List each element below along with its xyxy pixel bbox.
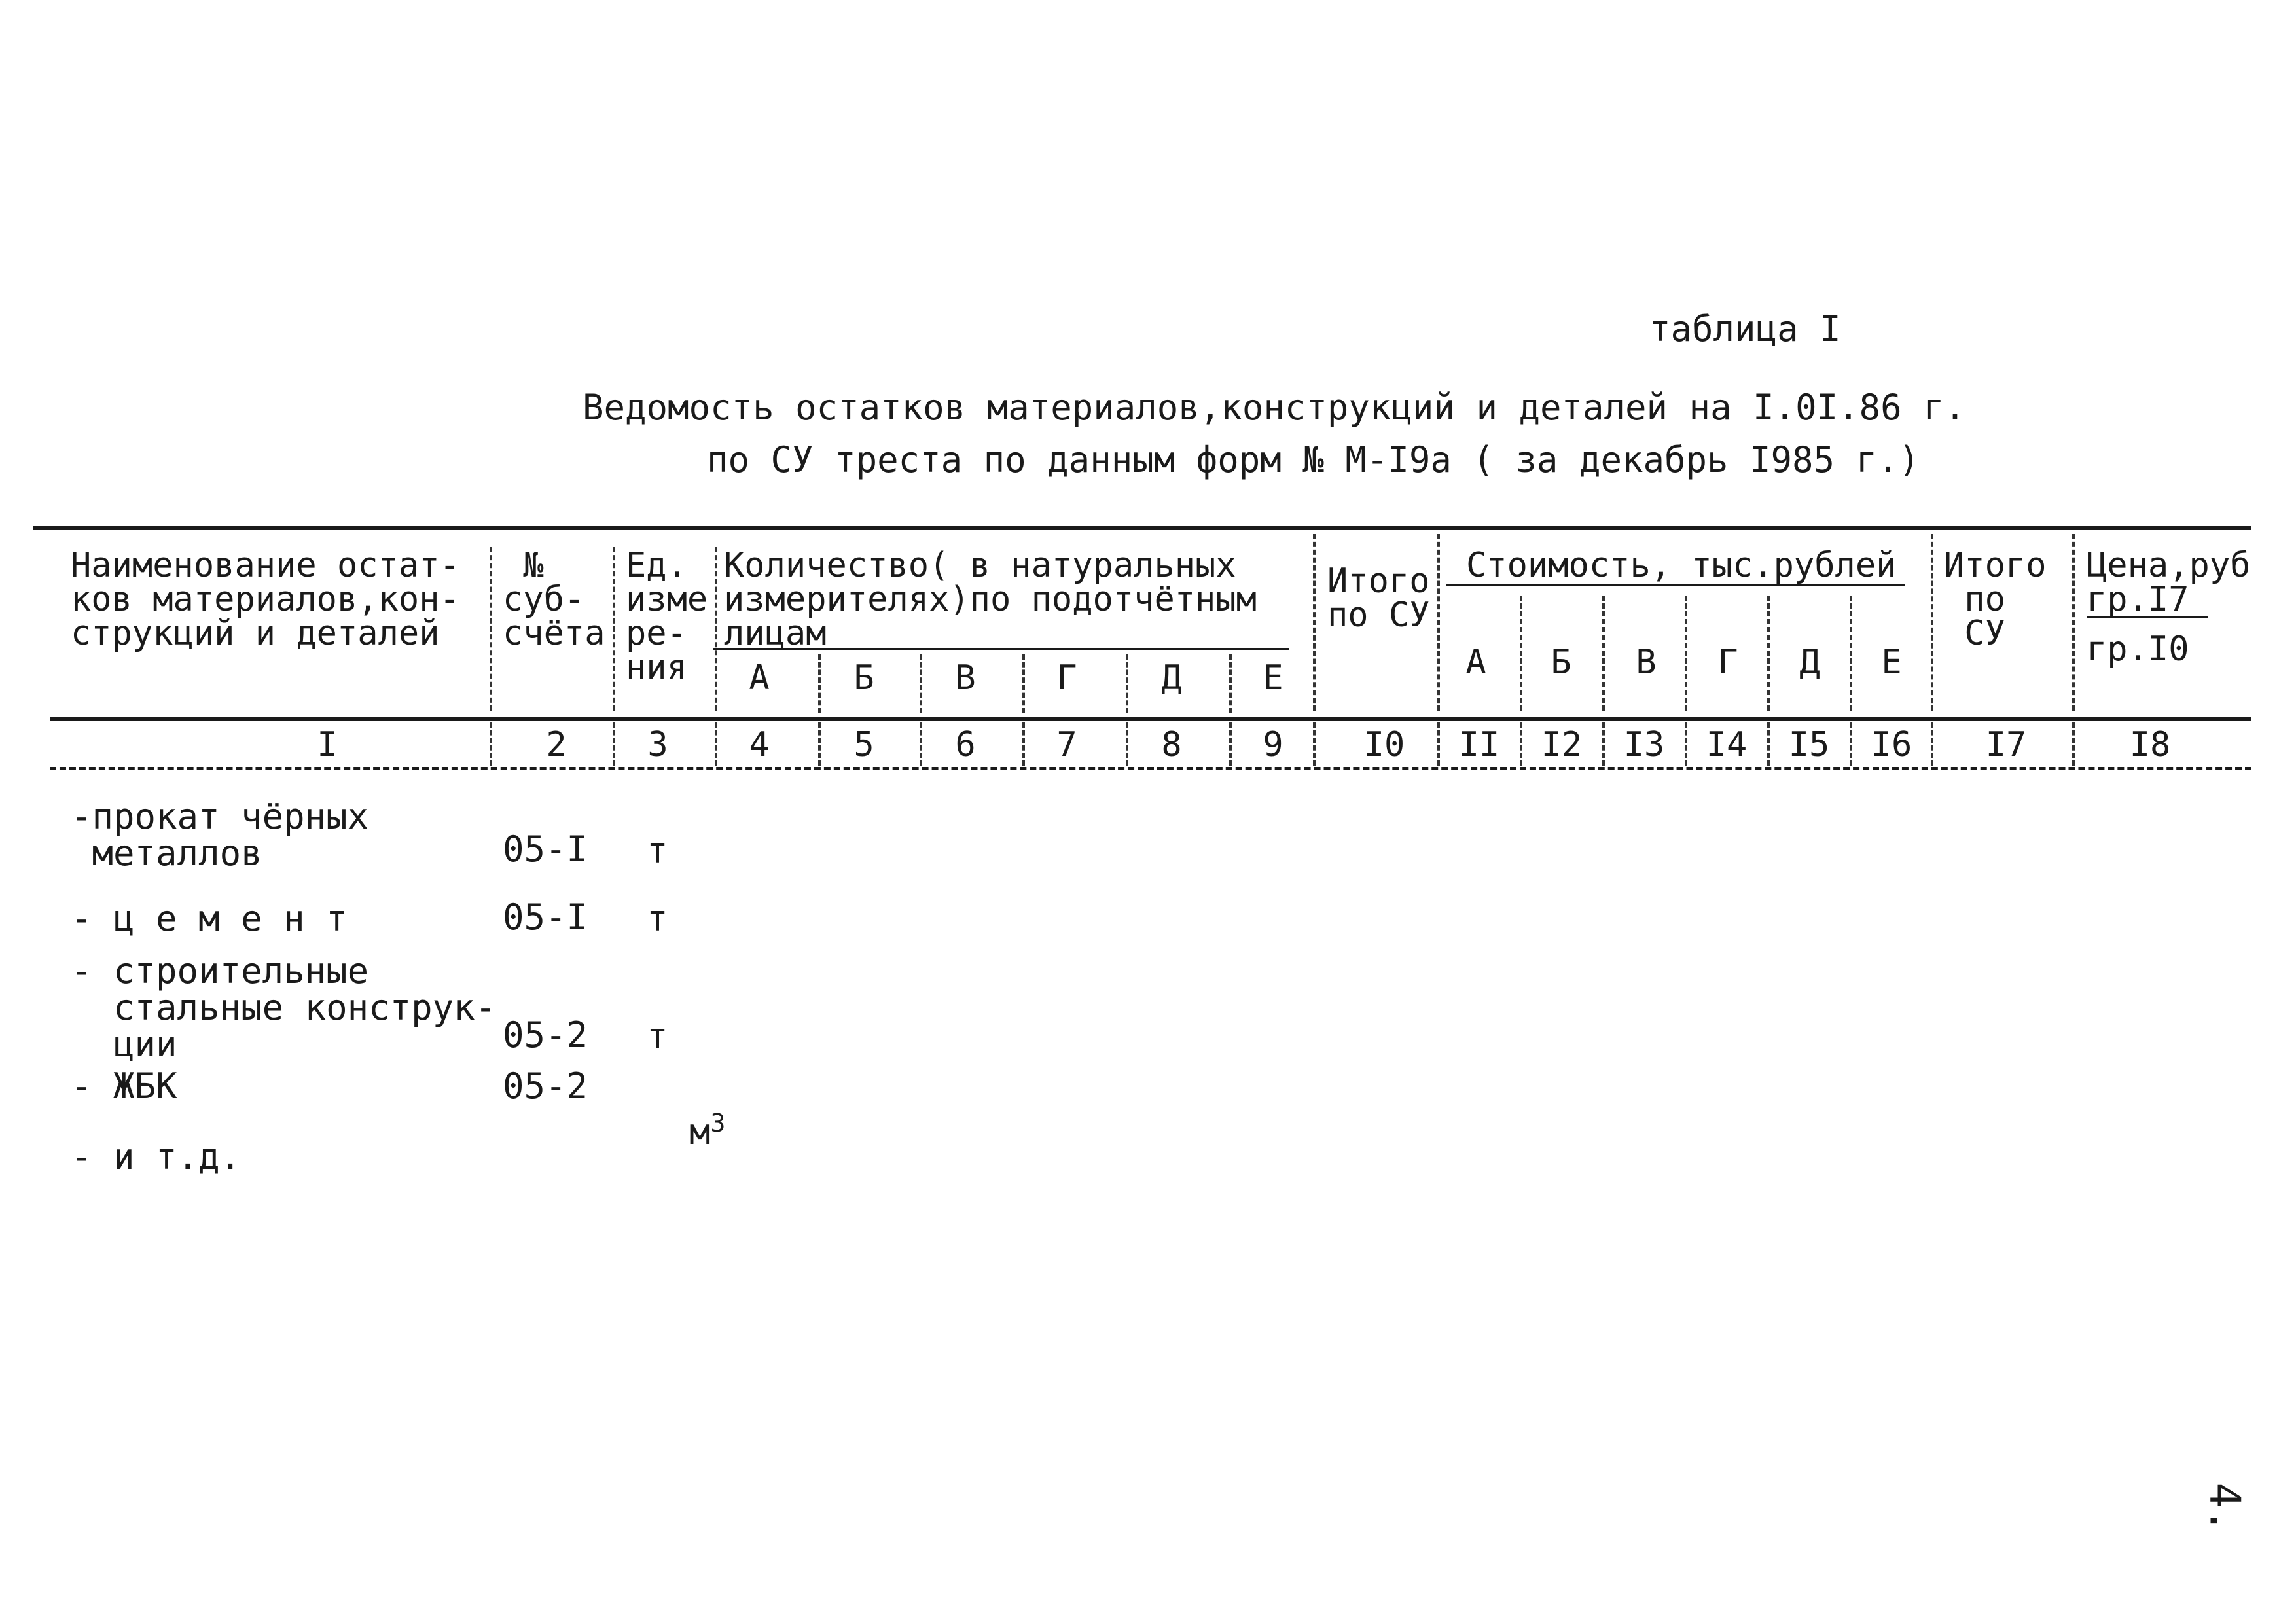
- column-number: 5: [853, 725, 874, 764]
- quantity-subcol-d: Д: [1161, 658, 1182, 698]
- cost-subcol-e: Е: [1881, 643, 1902, 682]
- number-row-separator: [490, 722, 492, 766]
- header-total-su-quantity: Итого по СУ: [1327, 562, 1430, 635]
- header-price-column: Цена,руб: [2087, 546, 2251, 585]
- page-number-mark: 4.: [2200, 1482, 2249, 1533]
- header-price-denominator: гр.I0: [2087, 630, 2189, 669]
- number-row-separator: [1022, 722, 1025, 766]
- quantity-group-underline: [713, 648, 1289, 650]
- column-number: I8: [2129, 725, 2171, 764]
- row-name: - и т.д.: [71, 1136, 242, 1177]
- header-cost-group: Стоимость, тыс.рублей: [1466, 546, 1897, 585]
- header-separator: [1022, 654, 1025, 713]
- row-subaccount: 05-I: [503, 829, 588, 870]
- row-unit: [647, 1068, 725, 1150]
- header-separator: [1850, 596, 1852, 711]
- header-separator: [1126, 654, 1128, 713]
- cost-subcol-a: А: [1465, 643, 1486, 682]
- table-top-rule: [33, 526, 2251, 530]
- column-number: II: [1458, 725, 1500, 764]
- table-label: таблица I: [1649, 308, 1841, 349]
- number-row-separator: [1229, 722, 1232, 766]
- row-unit-base: м: [689, 1111, 711, 1152]
- number-row-separator: [1602, 722, 1605, 766]
- cost-subcol-d: Д: [1799, 643, 1820, 682]
- number-row-separator: [1126, 722, 1128, 766]
- header-separator: [1931, 534, 1933, 711]
- column-number: I5: [1788, 725, 1830, 764]
- row-name: -прокат чёрных металлов: [71, 796, 369, 874]
- row-subaccount: 05-2: [503, 1014, 588, 1056]
- number-row-separator: [818, 722, 821, 766]
- quantity-subcol-a: А: [749, 658, 770, 698]
- row-unit-superscript: 3: [710, 1109, 726, 1137]
- number-row-separator: [1685, 722, 1687, 766]
- column-number: 9: [1263, 725, 1283, 764]
- header-quantity-group: Количество( в натуральных измерителях)по подотчётным лицам: [724, 546, 1257, 653]
- quantity-subcol-v: В: [955, 658, 976, 698]
- row-name: - строительные стальные конструк- ции: [71, 950, 497, 1065]
- column-number: I6: [1871, 725, 1912, 764]
- header-price-numerator: гр.I7: [2087, 580, 2189, 619]
- number-row-separator: [613, 722, 615, 766]
- column-number: I7: [1985, 725, 2027, 764]
- number-row-separator: [920, 722, 922, 766]
- header-bottom-rule: [50, 717, 2251, 721]
- header-separator: [1520, 596, 1522, 711]
- cost-group-underline: [1446, 584, 1905, 586]
- column-number: I3: [1623, 725, 1665, 764]
- header-separator: [2072, 534, 2075, 711]
- column-number: 8: [1161, 725, 1182, 764]
- number-row-separator: [1767, 722, 1770, 766]
- header-unit-column: Ед. изме ре- ния: [626, 546, 708, 687]
- cost-subcol-b: Б: [1551, 643, 1571, 682]
- number-row-separator: [1850, 722, 1852, 766]
- column-number: 2: [546, 725, 567, 764]
- row-name: - ц е м е н т: [71, 898, 348, 939]
- column-number: 7: [1056, 725, 1077, 764]
- column-number: 3: [647, 725, 668, 764]
- column-number: I: [317, 725, 338, 764]
- document-title-line2: по СУ треста по данным форм № М-I9а ( за декабрь I985 г.): [707, 439, 1920, 480]
- row-subaccount: 05-I: [503, 897, 588, 938]
- number-row-separator: [2072, 722, 2075, 766]
- quantity-subcol-g: Г: [1056, 658, 1077, 698]
- header-subaccount-column: № суб- счёта: [503, 546, 605, 653]
- header-separator: [920, 654, 922, 713]
- quantity-subcol-b: Б: [853, 658, 874, 698]
- column-number: 6: [955, 725, 976, 764]
- row-subaccount: 05-2: [503, 1065, 588, 1107]
- header-separator: [818, 654, 821, 713]
- quantity-subcol-e: Е: [1263, 658, 1283, 698]
- column-number: I4: [1706, 725, 1748, 764]
- column-number: I2: [1541, 725, 1583, 764]
- number-row-separator: [1520, 722, 1522, 766]
- header-separator: [1602, 596, 1605, 711]
- header-separator: [1437, 534, 1440, 711]
- price-fraction-bar: [2087, 616, 2208, 618]
- row-unit: т: [647, 830, 668, 871]
- header-separator: [715, 547, 717, 711]
- cost-subcol-v: В: [1636, 643, 1657, 682]
- row-unit: т: [647, 898, 668, 939]
- number-row-separator: [715, 722, 717, 766]
- header-separator: [1229, 654, 1232, 713]
- row-name: - ЖБК: [71, 1065, 177, 1107]
- row-unit: т: [647, 1016, 668, 1057]
- header-separator: [613, 547, 615, 711]
- column-number-rule: [50, 767, 2251, 770]
- header-separator: [1767, 596, 1770, 711]
- document-title-line1: Ведомость остатков материалов,конструкций и деталей на I.0I.86 г.: [583, 387, 1966, 428]
- header-separator: [490, 547, 492, 711]
- cost-subcol-g: Г: [1717, 643, 1738, 682]
- number-row-separator: [1313, 722, 1316, 766]
- column-number: I0: [1363, 725, 1405, 764]
- header-separator: [1313, 534, 1316, 711]
- number-row-separator: [1931, 722, 1933, 766]
- number-row-separator: [1437, 722, 1440, 766]
- header-separator: [1685, 596, 1687, 711]
- column-number: 4: [749, 725, 770, 764]
- header-total-su-cost: Итого по СУ: [1944, 546, 2047, 653]
- header-name-column: Наименование остат- ков материалов,кон- струкций и деталей: [71, 546, 460, 653]
